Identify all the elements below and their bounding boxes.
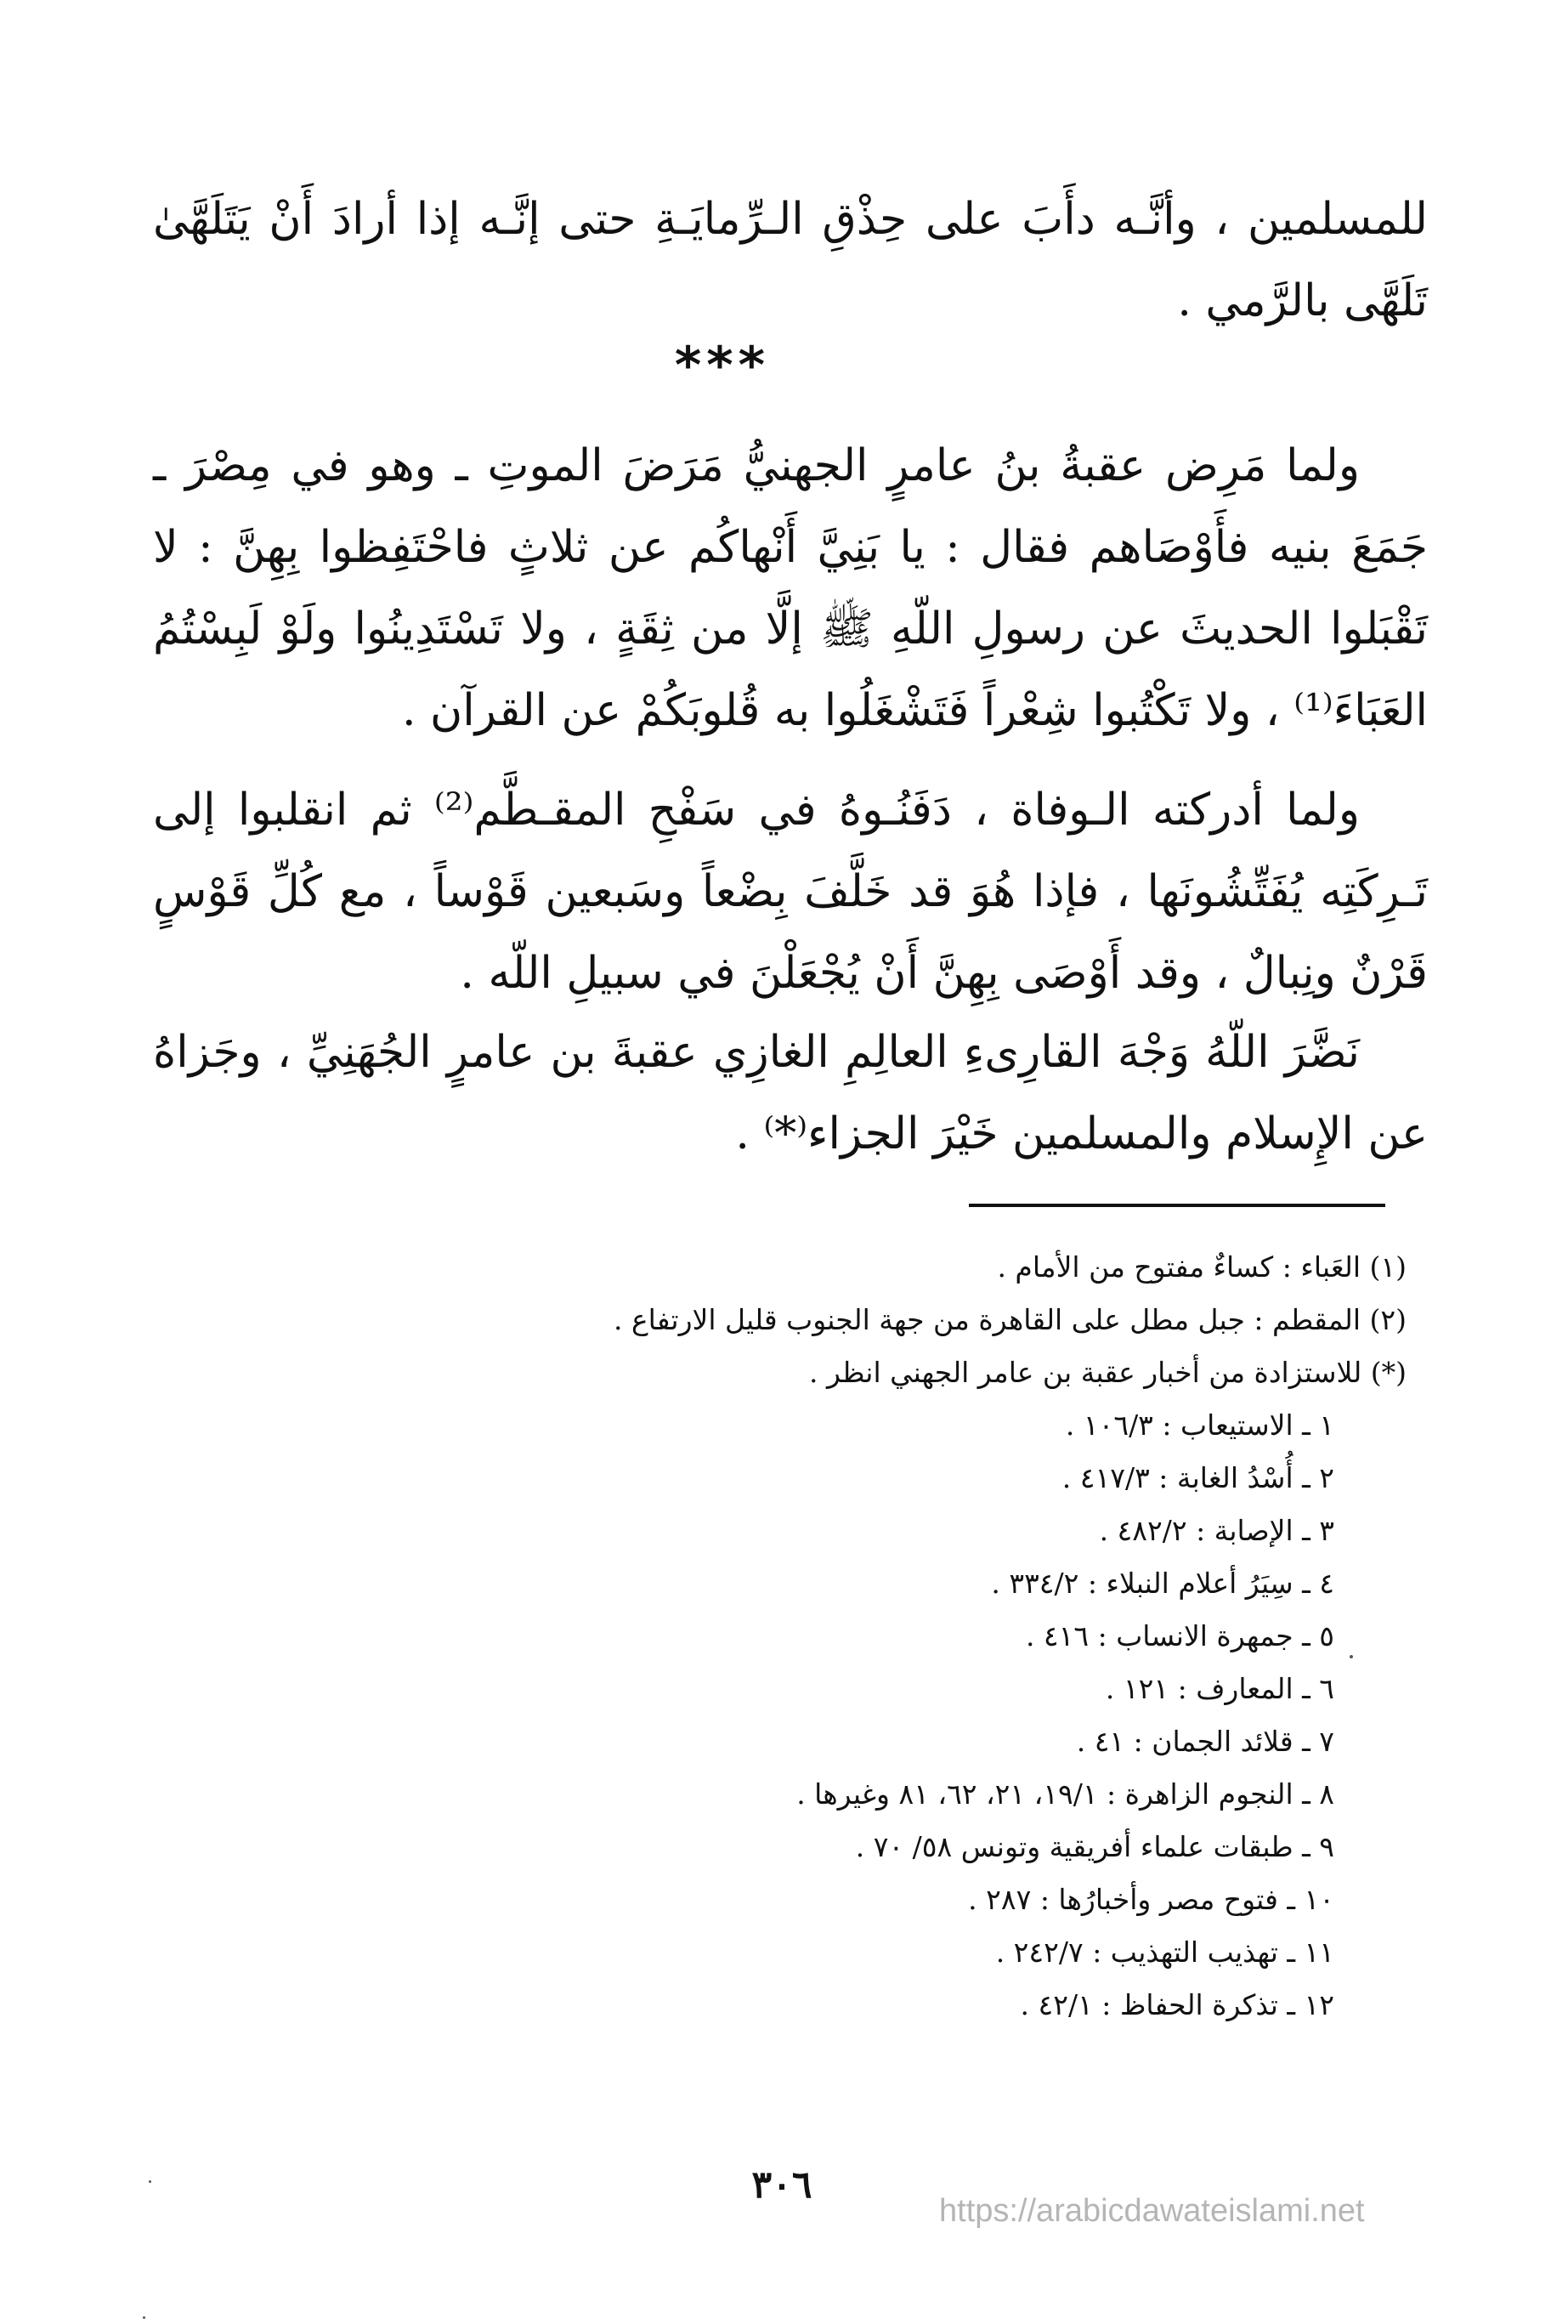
- footnote-star: (*) للاستزادة من أخبار عقبة بن عامر الجهني انظر .: [809, 1356, 1407, 1389]
- source-item: ٧ ـ قلائد الجمان : ٤١ .: [1076, 1725, 1334, 1758]
- paragraph-2: ولما مَرِض عقبةُ بنُ عامرٍ الجهنيُّ مَرَضَ الموتِ ـ وهو في مِصْرَ ـ جَمَعَ بنيه فأَوْصَاهم فقال : يا بَنِيَّ أَنْهاكُم عن ثلاثٍ فاحْتَفِظوا بِهِنَّ : لا تَقْبَلوا الحديثَ عن رسولِ اللّهِ ﷺ إلَّا من ثِقَةٍ ، ولا تَسْتَدِينُوا ولَوْ لَبِسْتُمُ العَبَاءَ⁽¹⁾ ، ولا تَكْتُبوا شِعْراً فَتَشْغَلُوا به قُلوبَكُمْ عن القرآن .: [153, 440, 1428, 736]
- section-separator: ***: [674, 336, 771, 395]
- source-item: ١١ ـ تهذيب التهذيب : ٢٤٢/٧ .: [995, 1936, 1334, 1969]
- paragraph-4: نَضَّرَ اللّهُ وَجْهَ القارِىءِ العالِمِ الغازِي عقبةَ بن عامرٍ الجُهَنِيِّ ، وجَزاهُ عن الإِسلام والمسلمين خَيْرَ الجزاء⁽*⁾ .: [153, 1027, 1428, 1159]
- paragraph-1: للمسلمين ، وأنَّـه دأَبَ على حِذْقِ الـرِّمايَـةِ حتى إنَّـه إذا أرادَ أَنْ يَتَلَهَّىٰ تَلَهَّى بالرَّمي .: [153, 194, 1428, 326]
- source-item: ١٠ ـ فتوح مصر وأخبارُها : ٢٨٧ .: [968, 1883, 1334, 1916]
- source-item: ٥ ـ جمهرة الانساب : ٤١٦ .: [1025, 1619, 1334, 1652]
- footnote-divider: [969, 1204, 1385, 1207]
- scan-speck: [149, 2180, 151, 2183]
- watermark-url: https://arabicdawateislami.net: [939, 2193, 1365, 2229]
- paragraph-3: ولما أدركته الـوفاة ، دَفَنُـوهُ في سَفْحِ المقـطَّم⁽²⁾ ثم انقلبوا إلى تَـرِكَتِه يُفَتِّشُونَها ، فإذا هُوَ قد خَلَّفَ بِضْعاً وسَبعين قَوْساً ، مع كُلِّ قَوْسٍ قَرْنٌ ونِبالٌ ، وقد أَوْصَى بِهِنَّ أَنْ يُجْعَلْنَ في سبيلِ اللّه .: [153, 785, 1428, 999]
- source-item: ٤ ـ سِيَرُ أعلام النبلاء : ٣٣٤/٢ .: [991, 1567, 1334, 1600]
- footnote-1: (١) العَباء : كساءٌ مفتوح من الأمام .: [997, 1250, 1407, 1284]
- source-item: ٦ ـ المعارف : ١٢١ .: [1105, 1672, 1334, 1705]
- source-item: ٢ ـ أُسْدُ الغابة : ٤١٧/٣ .: [1061, 1461, 1334, 1494]
- source-item: ١ ـ الاستيعاب : ١٠٦/٣ .: [1065, 1409, 1334, 1442]
- page-number: ٣٠٦: [751, 2163, 812, 2207]
- footnotes: [255, 1241, 1407, 2032]
- source-list: [255, 1399, 1334, 2032]
- source-item: ٩ ـ طبقات علماء أفريقية وتونس ٥٨/ ٧٠ .: [855, 1830, 1334, 1863]
- scan-speck: [143, 2316, 145, 2319]
- source-item: ٨ ـ النجوم الزاهرة : ١٩/١، ٢١، ٦٢، ٨١ وغيرها .: [796, 1777, 1334, 1811]
- source-item: ١٢ ـ تذكرة الحفاظ : ٤٢/١ .: [1020, 1988, 1334, 2021]
- scan-speck: [1350, 1655, 1353, 1658]
- source-item: ٣ ـ الإصابة : ٤٨٢/٢ .: [1099, 1514, 1334, 1547]
- footnote-2: (٢) المقطم : جبل مطل على القاهرة من جهة الجنوب قليل الارتفاع .: [614, 1303, 1407, 1336]
